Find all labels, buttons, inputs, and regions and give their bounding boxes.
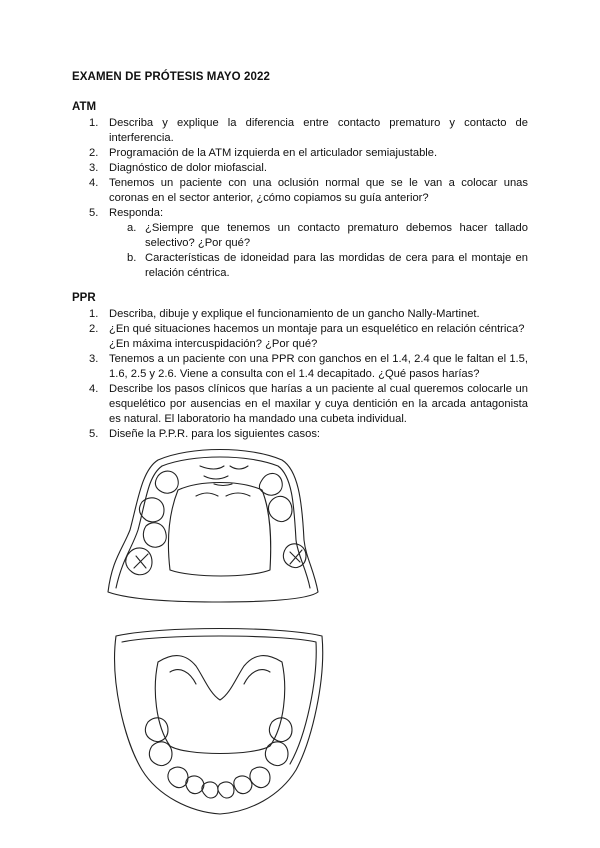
ppr-question-3 (72, 352, 528, 382)
question-text: Programación de la ATM izquierda en el articulador semiajustable. (109, 147, 438, 159)
subquestion-letter: b. (127, 252, 137, 264)
question-text: Describa y explique la diferencia entre contacto prematuro y contacto de interferencia. (109, 117, 528, 144)
atm-question-2 (72, 146, 528, 161)
subquestion-text: Características de idoneidad para las mordidas de cera para el montaje en relación céntrica. (145, 252, 528, 279)
tooth-outline (149, 742, 172, 766)
ppr-question-list (72, 307, 528, 442)
question-number: 3. (89, 353, 99, 365)
tooth-outline (145, 718, 168, 742)
dental-arches-drawing (100, 440, 340, 820)
question-text: Responda: (109, 207, 164, 219)
atm-question-5 (72, 206, 528, 281)
question-text: Describe los pasos clínicos que harías a un paciente al cual queremos colocarle un esquelético por ausencias en el maxilar y cuya dentición en la arcada antagonista es natural. El laboratorio ha mandado una cubeta individual. (109, 383, 528, 425)
question-text: Tenemos un paciente con una oclusión normal que se le van a colocar unas coronas en el sector anterior, ¿cómo copiamos su guía anterior? (109, 177, 528, 204)
tooth-outline (265, 742, 288, 766)
subquestion-letter: a. (127, 222, 137, 234)
question-number: 4. (89, 383, 99, 395)
atm-subquestion-list (109, 221, 528, 281)
ppr-question-4 (72, 382, 528, 427)
tooth-outline (143, 523, 166, 548)
exam-title: EXAMEN DE PRÓTESIS MAYO 2022 (72, 71, 270, 83)
tooth-outline (269, 496, 292, 521)
atm-question-4 (72, 176, 528, 206)
question-number: 5. (89, 207, 99, 219)
atm-heading: ATM (72, 101, 97, 113)
tooth-outline (283, 544, 306, 568)
question-number: 5. (89, 428, 99, 440)
question-number: 4. (89, 177, 99, 189)
mandibular-arch (115, 629, 323, 815)
atm-question-3 (72, 161, 528, 176)
maxillary-arch (108, 450, 318, 603)
tooth-outline (126, 548, 152, 575)
question-text: Diagnóstico de dolor miofascial. (109, 162, 267, 174)
subquestion-text: ¿Siempre que tenemos un contacto prematuro debemos hacer tallado selectivo? ¿Por qué? (145, 222, 528, 249)
tooth-outline (259, 473, 282, 495)
atm-subquestion-a (109, 221, 528, 251)
ppr-question-2 (72, 322, 528, 352)
tooth-outline (155, 471, 178, 493)
tooth-outline (218, 782, 234, 798)
tooth-outline (250, 767, 270, 787)
question-text: Diseñe la P.P.R. para los siguientes casos: (109, 428, 321, 440)
tooth-outline (202, 782, 218, 798)
question-number: 1. (89, 308, 99, 320)
question-number: 1. (89, 117, 99, 129)
ppr-heading: PPR (72, 292, 96, 304)
tooth-outline (168, 767, 188, 787)
tooth-outline (186, 776, 204, 794)
question-number: 2. (89, 323, 99, 335)
question-text: Tenemos a un paciente con una PPR con ganchos en el 1.4, 2.4 que le faltan el 1.5, 1.6, 2.5 y 2.6. Viene a consulta con el 1.4 decapitado. ¿Qué pasos harías? (109, 353, 528, 380)
question-text: Describa, dibuje y explique el funcionamiento de un gancho Nally-Martinet. (109, 308, 480, 320)
question-number: 2. (89, 147, 99, 159)
question-number: 3. (89, 162, 99, 174)
ppr-question-1 (72, 307, 528, 322)
tooth-outline (234, 776, 252, 794)
atm-question-1 (72, 116, 528, 146)
atm-question-list (72, 116, 528, 281)
question-text: ¿En qué situaciones hacemos un montaje para un esquelético en relación céntrica? ¿En máxima intercuspidación? ¿Por qué? (109, 323, 525, 350)
atm-subquestion-b (109, 251, 528, 281)
